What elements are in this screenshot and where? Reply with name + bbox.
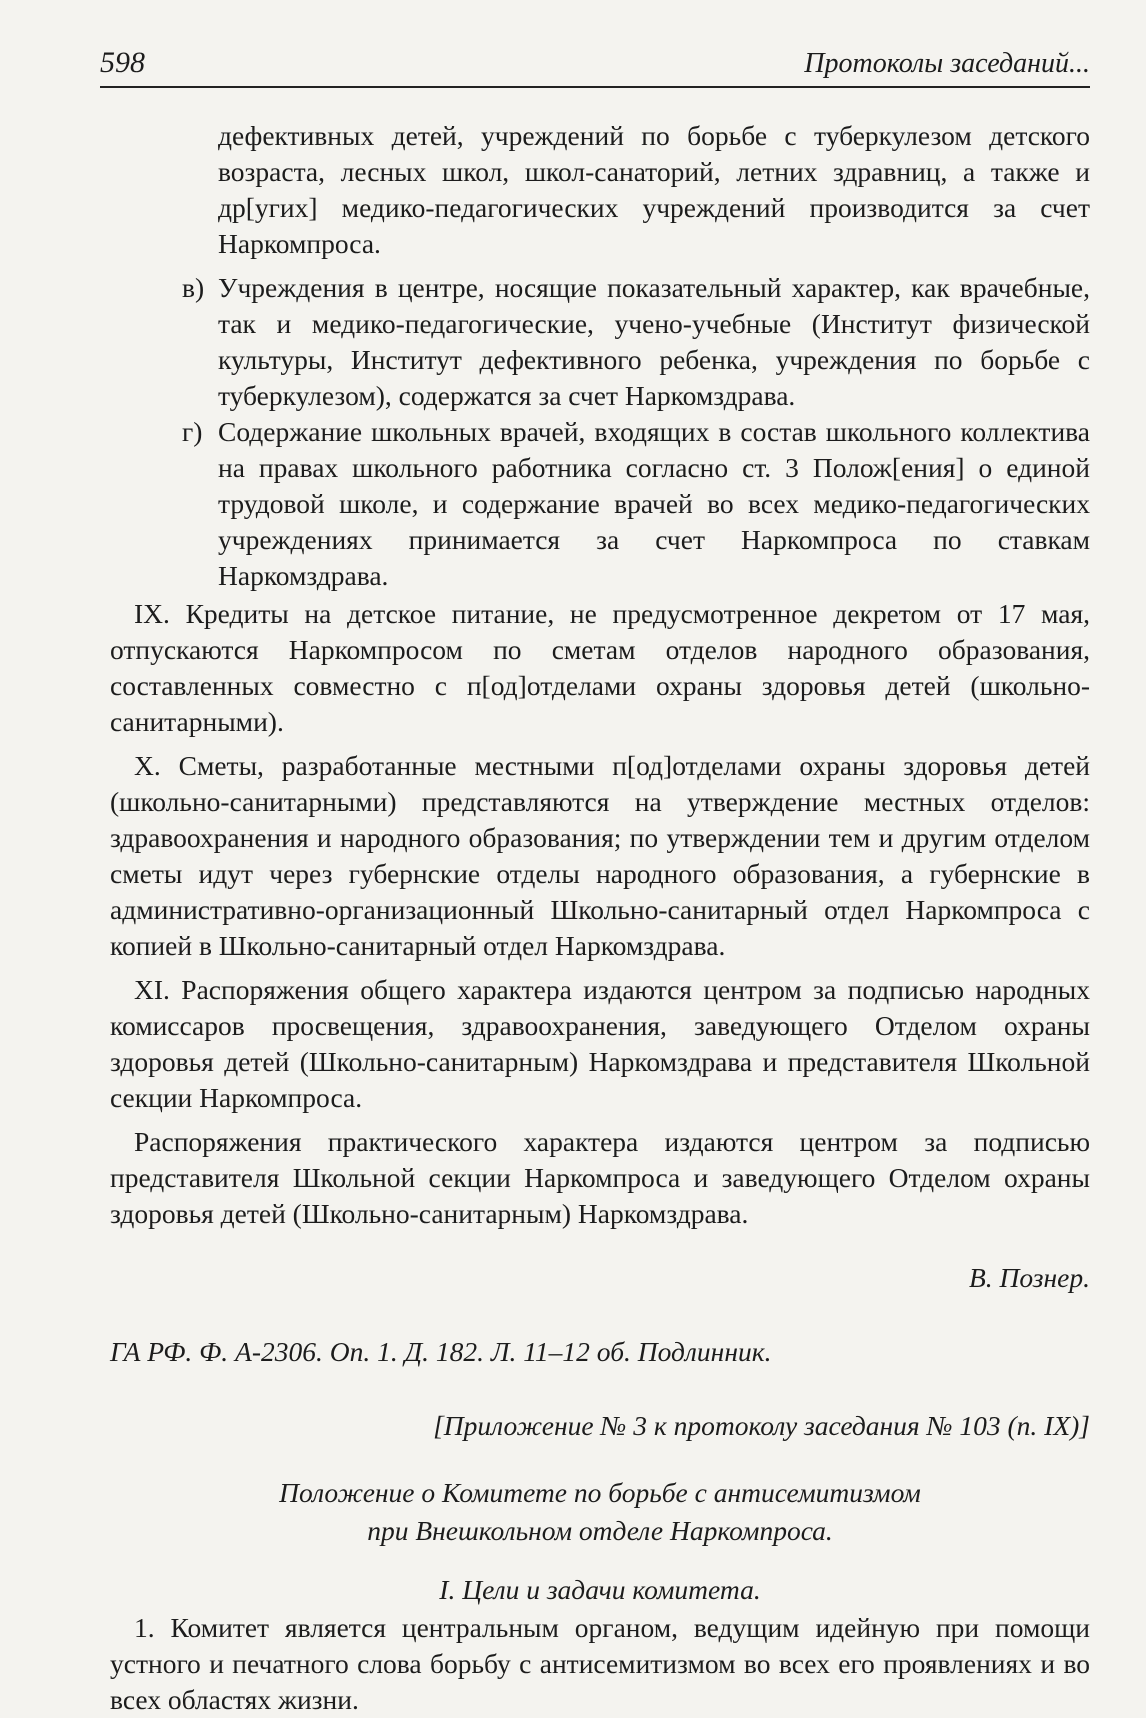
document-title-line-1: Положение о Комитете по борьбе с антисемитизмом: [279, 1477, 921, 1508]
list-item-g-text: Содержание школьных врачей, входящих в состав школьного коллектива на правах школьного работника согласно ст. 3 Полож[ения] о единой трудовой школе, и содержание врачей во всех медико-педагогических учреждениях принимается за счет Наркомпроса по ставкам Наркомздрава.: [218, 416, 1090, 591]
document-title: [110, 1474, 1090, 1550]
paragraph-x: X. Сметы, разработанные местными п[од]отделами охраны здоровья детей (школьно-санитарными) представляются на утверждение местных отделов: здравоохранения и народного образования; по утверждении тем и другим отделом сметы идут через губернские отделы народного образования, а губернские в административно-организационный Школьно-санитарный отдел Наркомпроса с копией в Школьно-санитарный отдел Наркомздрава.: [110, 750, 1090, 961]
item-b-continuation: дефективных детей, учреждений по борьбе с туберкулезом детского возраста, лесных школ, школ-санаторий, летних здравниц, а также и др[угих] медико-педагогических учреждений производится за счет Наркомпроса.: [218, 120, 1090, 259]
paragraph-practical: Распоряжения практического характера издаются центром за подписью представителя Школьной секции Наркомпроса и заведующего Отделом охраны здоровья детей (Школьно-санитарным) Наркомздрава.: [110, 1126, 1090, 1229]
paragraph-1: 1. Комитет является центральным органом, ведущим идейную при помощи устного и печатного слова борьбу с антисемитизмом во всех его проявлениях и во всех областях жизни.: [110, 1612, 1090, 1715]
list-item-v: [110, 270, 1090, 414]
paragraph-ix: IX. Кредиты на детское питание, не предусмотренное декретом от 17 мая, отпускаются Наркомпросом по сметам отделов народного образования, составленных совместно с п[од]отделами охраны здоровья детей (школьно-санитарными).: [110, 598, 1090, 737]
appendix-heading: [Приложение № 3 к протоколу заседания № 103 (п. IX)]: [433, 1410, 1090, 1441]
document-title-line-2: при Внешкольном отделе Наркомпроса.: [367, 1515, 833, 1546]
list-item-v-text: Учреждения в центре, носящие показательный характер, как врачебные, так и медико-педагогические, учено-учебные (Институт физической культуры, Институт дефективного ребенка, учреждения по борьбе с туберкулезом), содержатся за счет Наркомздрава.: [218, 272, 1090, 411]
list-item-g: [110, 414, 1090, 594]
running-title: Протоколы заседаний...: [804, 48, 1090, 79]
signature: В. Познер.: [969, 1262, 1090, 1293]
page-header: [100, 42, 1090, 88]
page-number: 598: [100, 46, 145, 79]
list-marker-g: г): [182, 416, 203, 447]
page-content: [110, 118, 1090, 1718]
section-title: I. Цели и задачи комитета.: [439, 1574, 761, 1605]
list-marker-v: в): [182, 272, 205, 303]
archive-source: ГА РФ. Ф. А-2306. Оп. 1. Д. 182. Л. 11–12 об. Подлинник.: [110, 1336, 772, 1367]
paragraph-xi: XI. Распоряжения общего характера издаются центром за подписью народных комиссаров просвещения, здравоохранения, заведующего Отделом охраны здоровья детей (Школьно-санитарным) Наркомздрава и представителя Школьной секции Наркомпроса.: [110, 974, 1090, 1113]
